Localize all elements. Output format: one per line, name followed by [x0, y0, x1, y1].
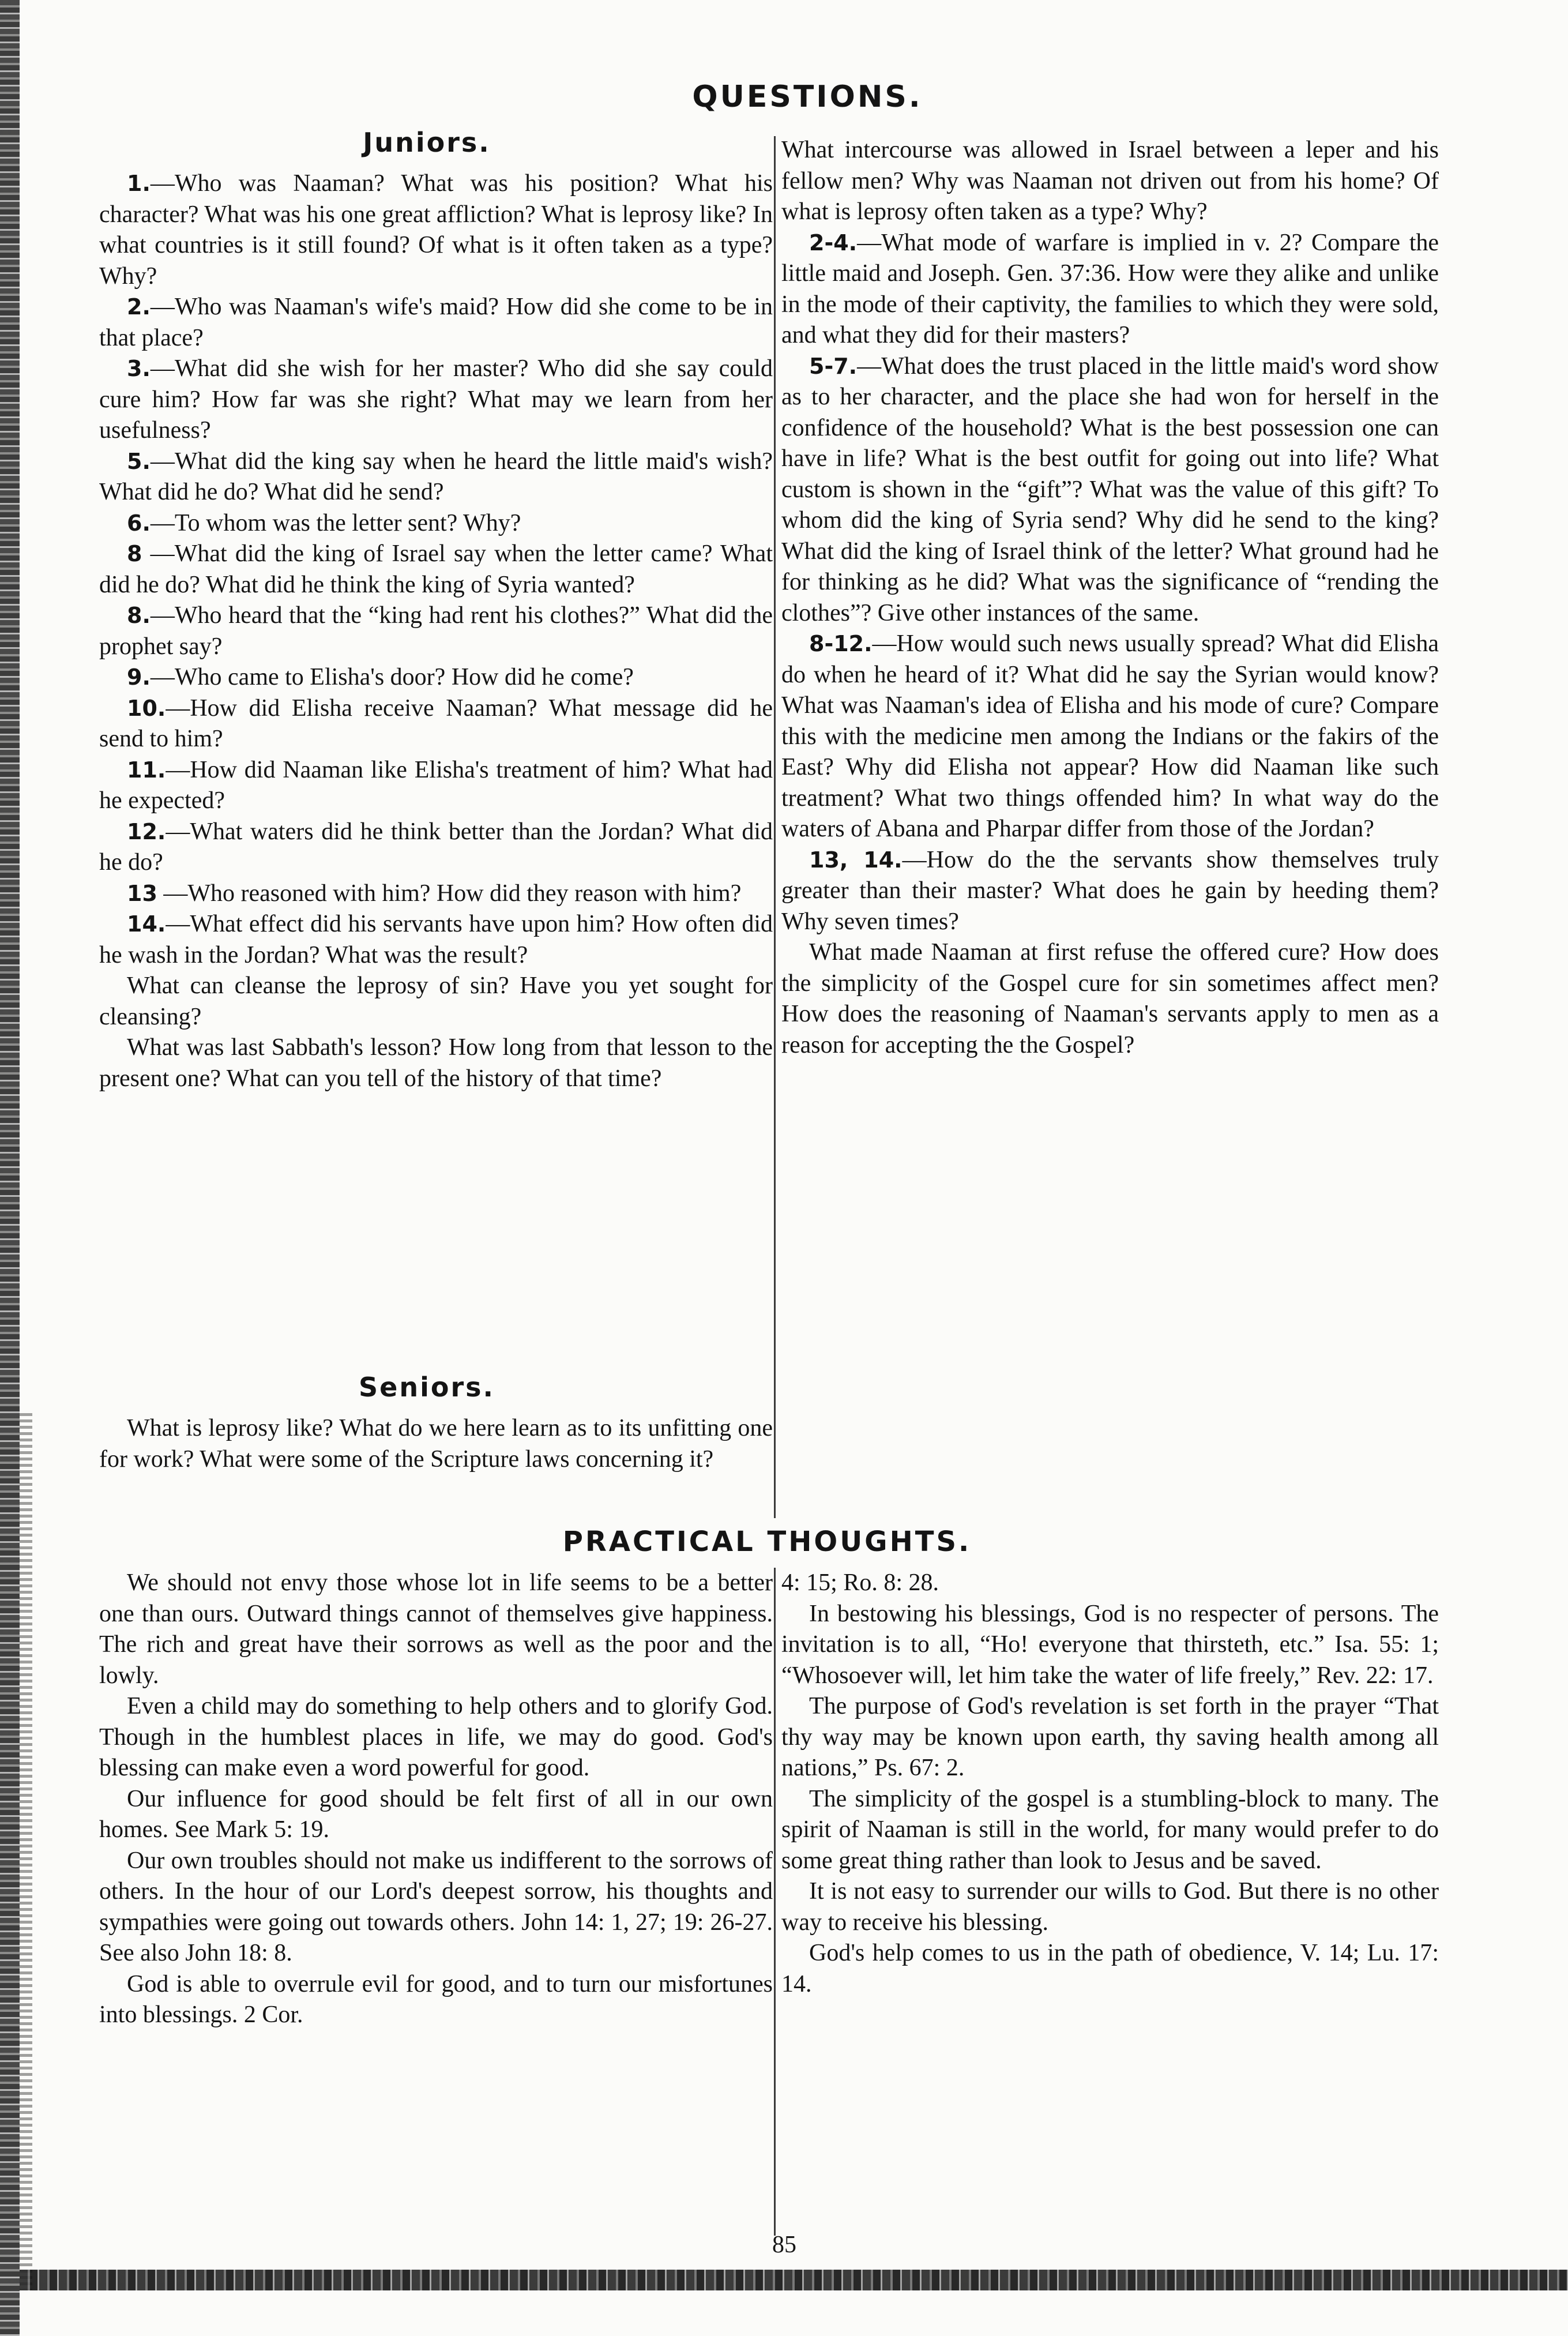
- question-number: 2.: [127, 294, 151, 320]
- thought-paragraph: In bestowing his blessings, God is no respecter of persons. The invitation is to all, “Ho! everyone that thirsteth, etc.” Isa. 55: 1; “Whosoever will, let him take the water of life freely,” Rev. 22: 17.: [781, 1600, 1439, 1689]
- question-review: [99, 1032, 773, 1094]
- question-number: 12.: [127, 818, 166, 844]
- thought-paragraph: Even a child may do something to help others and to glorify God. Though in the humblest places in life, we may do good. God's blessing can make even a word powerful for good.: [99, 1693, 773, 1781]
- question-number: 8: [127, 541, 142, 566]
- seniors-questions: [781, 135, 1439, 1061]
- thought-paragraph: 4: 15; Ro. 8: 28.: [781, 1569, 939, 1596]
- page-number: 85: [772, 2232, 796, 2258]
- question-10: [99, 693, 773, 755]
- thought-paragraph: Our own troubles should not make us indifferent to the sorrows of others. In the hour of our Lord's deepest sorrow, his thoughts and sympathies were going out towards others. John 14: 1, 27; 19: 26-27. See also John 18: 8.: [99, 1847, 773, 1966]
- thought-paragraph: God's help comes to us in the path of obedience, V. 14; Lu. 17: 14.: [781, 1940, 1439, 1997]
- column-divider: [774, 136, 776, 1518]
- question-number: 8.: [127, 603, 151, 628]
- question-6: [99, 508, 773, 539]
- question-12: [99, 817, 773, 878]
- practical-thoughts-right: [781, 1568, 1439, 2000]
- question-number: 9.: [127, 664, 151, 690]
- question-text: —What did the king say when he heard the little maid's wish? What did he do? What did he send?: [99, 448, 773, 505]
- question-text: What was last Sabbath's lesson? How long from that lesson to the present one? What can you tell of the history of that time?: [99, 1034, 773, 1092]
- question-text: What intercourse was allowed in Israel between a leper and his fellow men? Why was Naaman not driven out from his home? Of what is leprosy often taken as a type? Why?: [781, 137, 1439, 225]
- question-text: —What did she wish for her master? Who did she say could cure him? How far was she right? What may we learn from her usefulness?: [99, 355, 773, 444]
- senior-question-2-4: [781, 228, 1439, 351]
- question-13: [99, 878, 773, 910]
- column-divider: [774, 1568, 776, 2236]
- questions-heading: QUESTIONS.: [692, 80, 923, 114]
- thought-paragraph: God is able to overrule evil for good, and to turn our misfortunes into blessings. 2 Cor.: [99, 1970, 773, 2028]
- question-number: 14.: [127, 911, 166, 937]
- question-number: 11.: [127, 757, 166, 783]
- seniors-heading: Seniors.: [359, 1372, 495, 1403]
- question-text: —What waters did he think better than the Jordan? What did he do?: [99, 818, 773, 876]
- question-11: [99, 755, 773, 817]
- thought-paragraph: It is not easy to surrender our wills to God. But there is no other way to receive his blessing.: [781, 1878, 1439, 1936]
- question-text: —Who came to Elisha's door? How did he come?: [150, 664, 634, 690]
- seniors-intro: [99, 1413, 773, 1475]
- question-text: —How do the the servants show themselves truly greater than their master? What does he gain by heeding them? Why seven times?: [781, 846, 1439, 935]
- thought-paragraph: The simplicity of the gospel is a stumbling-block to many. The spirit of Naaman is still in the world, for many would prefer to do some great thing rather than look to Jesus and be saved.: [781, 1785, 1439, 1874]
- thought-paragraph: The purpose of God's revelation is set forth in the prayer “That thy way may be known upon earth, thy saving health among all nations,” Ps. 67: 2.: [781, 1693, 1439, 1781]
- senior-question-intercourse: [781, 135, 1439, 228]
- question-text: —What mode of warfare is implied in v. 2? Compare the little maid and Joseph. Gen. 37:36. How were they alike and unlike in the mode of their captivity, the families to which they were sold, and what they did for their masters?: [781, 229, 1439, 348]
- thought-paragraph: We should not envy those whose lot in life seems to be a better one than ours. Outward things cannot of themselves give happiness. The rich and great have their sorrows as well as the poor and the lowly.: [99, 1569, 773, 1689]
- question-number: 1.: [127, 171, 151, 196]
- question-1: [99, 168, 773, 292]
- question-number: 13: [127, 880, 157, 906]
- scan-edge: [20, 2270, 1568, 2290]
- question-text: —How did Naaman like Elisha's treatment of him? What had he expected?: [99, 756, 773, 814]
- question-text: —To whom was the letter sent? Why?: [150, 509, 521, 536]
- question-text: —Who heard that the “king had rent his clothes?” What did the prophet say?: [99, 602, 773, 660]
- question-8: [99, 600, 773, 662]
- question-text: —What does the trust placed in the little maid's word show as to her character, and the place she had won for herself in the confidence of the household? What is the best possession one can have in life? What is the best outfit for going out into life? What custom is shown in the “gift”? What was the value of this gift? To whom did the king of Syria send? Why did he send to the king? What did the king of Israel think of the letter? What ground had he for thinking as he did? What was the significance of “rending the clothes”? Give other instances of the same.: [781, 352, 1439, 626]
- question-number: 5-7.: [809, 353, 858, 379]
- senior-question-gospel: [781, 937, 1439, 1061]
- question-number: 3.: [127, 356, 151, 381]
- question-text: —How did Elisha receive Naaman? What message did he send to him?: [99, 694, 773, 752]
- thought-paragraph: Our influence for good should be felt first of all in our own homes. See Mark 5: 19.: [99, 1785, 773, 1843]
- question-2: [99, 292, 773, 354]
- question-number: 6.: [127, 510, 151, 536]
- seniors-intro-text: What is leprosy like? What do we here learn as to its unfitting one for work? What were some of the Scripture laws concerning it?: [99, 1415, 773, 1473]
- practical-thoughts-heading: PRACTICAL THOUGHTS.: [562, 1526, 972, 1558]
- question-text: —How would such news usually spread? What did Elisha do when he heard of it? What did he say the Syrian would know? What was Naaman's idea of Elisha and his mode of cure? Compare this with the medicine men among the Indians or the fakirs of the East? Why did Elisha not appear? How did Naaman like such treatment? What two things offended him? In what way do the waters of Abana and Pharpar differ from those of the Jordan?: [781, 630, 1439, 842]
- question-text: What can cleanse the leprosy of sin? Have you yet sought for cleansing?: [99, 972, 773, 1030]
- question-5: [99, 446, 773, 508]
- question-number: 13, 14.: [809, 847, 903, 873]
- question-3: [99, 354, 773, 446]
- senior-question-8-12: [781, 629, 1439, 845]
- question-text: —What did the king of Israel say when the letter came? What did he do? What did he think the king of Syria wanted?: [99, 540, 773, 598]
- question-9: [99, 662, 773, 693]
- question-text: What made Naaman at first refuse the offered cure? How does the simplicity of the Gospel cure for sin sometimes affect men? How does the reasoning of Naaman's servants apply to men as a reason for accepting the the Gospel?: [781, 939, 1439, 1058]
- senior-question-5-7: [781, 351, 1439, 629]
- binding-edge: [0, 0, 20, 2336]
- question-text: —What effect did his servants have upon him? How often did he wash in the Jordan? What was the result?: [99, 911, 773, 968]
- binding-shadow: [20, 1413, 32, 2290]
- question-text: —Who reasoned with him? How did they reason with him?: [157, 880, 742, 907]
- practical-thoughts-left: [99, 1568, 773, 2031]
- question-number: 10.: [127, 695, 166, 721]
- juniors-heading: Juniors.: [363, 127, 491, 158]
- juniors-questions: [99, 168, 773, 1094]
- question-7: [99, 539, 773, 600]
- question-text: —Who was Naaman? What was his position? What his character? What was his one great affliction? What is leprosy like? In what countries is it still found? Of what is it often taken as a type? Why?: [99, 170, 773, 290]
- senior-question-13-14: [781, 845, 1439, 938]
- question-number: 2-4.: [809, 230, 858, 256]
- question-number: 5.: [127, 448, 151, 474]
- question-14: [99, 909, 773, 971]
- question-number: 8-12.: [809, 631, 873, 656]
- question-text: —Who was Naaman's wife's maid? How did she come to be in that place?: [99, 294, 773, 351]
- question-sin: [99, 971, 773, 1032]
